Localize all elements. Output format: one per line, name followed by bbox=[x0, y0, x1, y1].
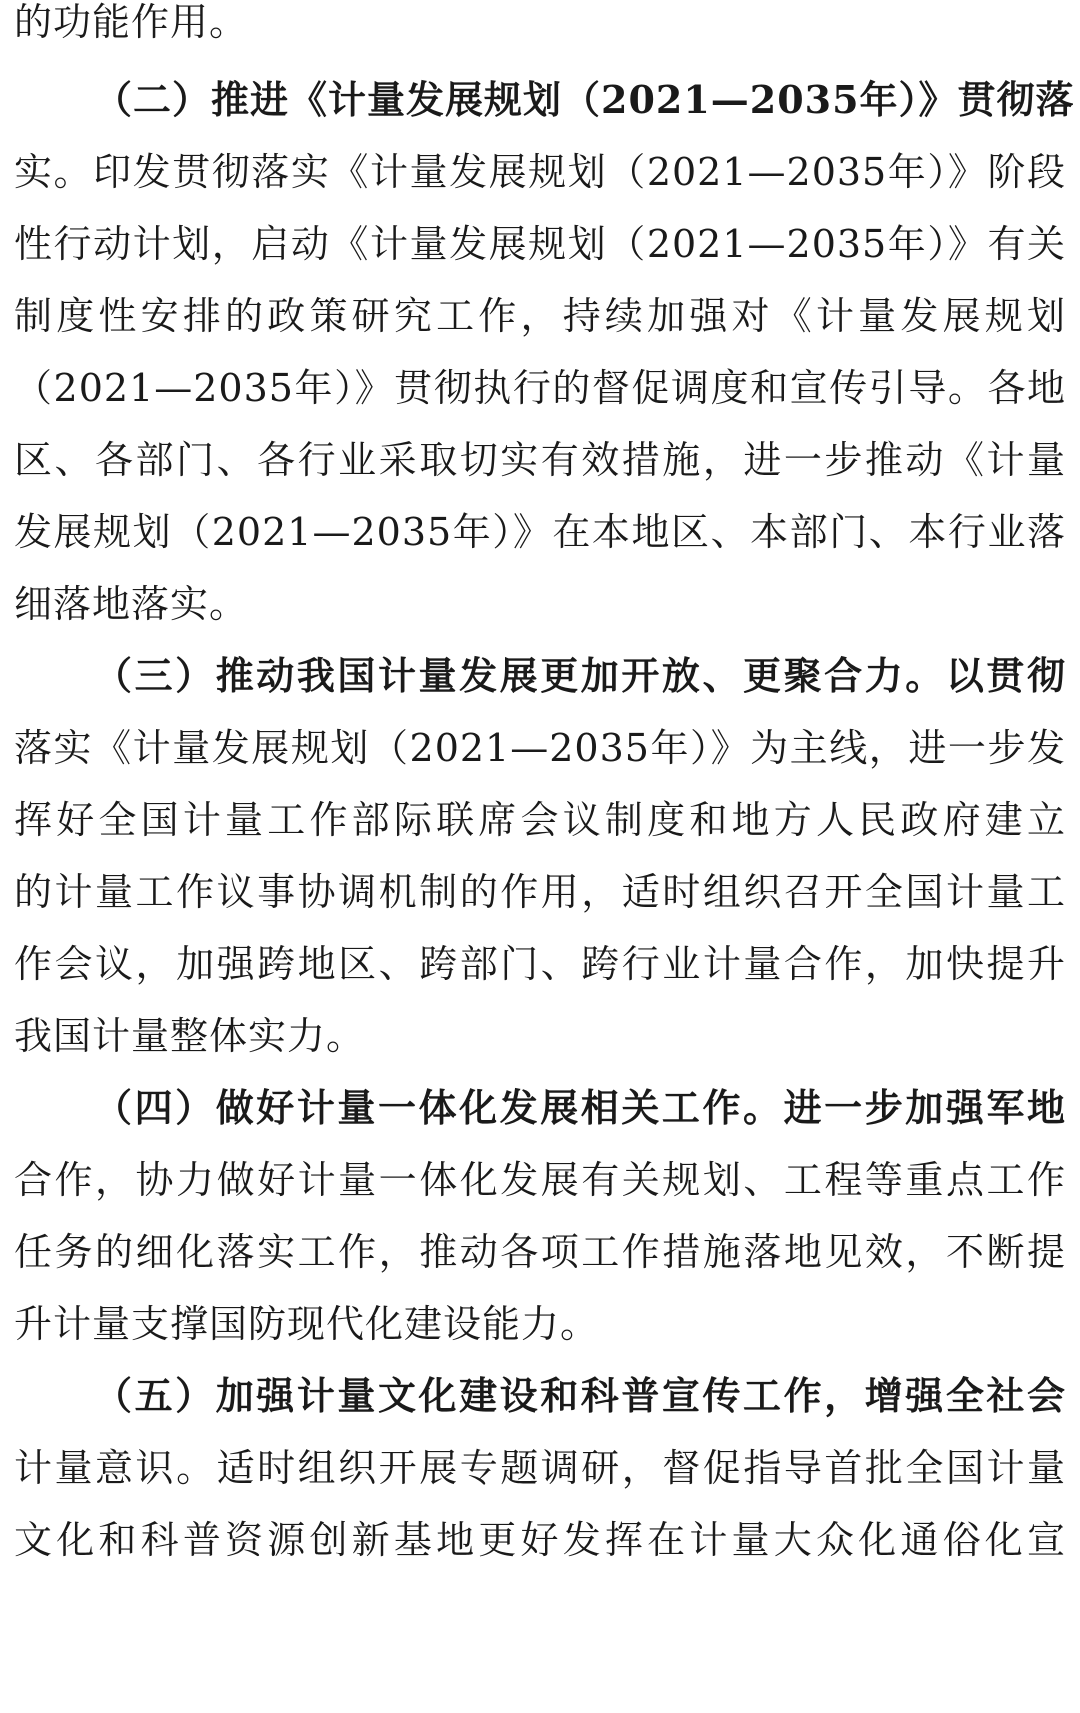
section-heading-line: （三）推动我国计量发展更加开放、更聚合力。以贯彻 bbox=[94, 653, 1066, 698]
paragraph-line: 制度性安排的政策研究工作，持续加强对《计量发展规划 bbox=[14, 294, 1066, 338]
paragraph-line: 性行动计划，启动《计量发展规划（2021—2035年）》有关 bbox=[14, 222, 1066, 266]
paragraph-line: 区、各部门、各行业采取切实有效措施，进一步推动《计量 bbox=[14, 438, 1066, 482]
paragraph-line: 文化和科普资源创新基地更好发挥在计量大众化通俗化宣 bbox=[14, 1518, 1066, 1562]
paragraph-line: 合作，协力做好计量一体化发展有关规划、工程等重点工作 bbox=[14, 1158, 1066, 1202]
section-heading-line: （二）推进《计量发展规划（2021—2035年）》贯彻落 bbox=[94, 77, 1075, 122]
paragraph-line: 细落地落实。 bbox=[14, 582, 249, 626]
paragraph-line: 的计量工作议事协调机制的作用，适时组织召开全国计量工 bbox=[14, 870, 1066, 914]
paragraph-line: 任务的细化落实工作，推动各项工作措施落地见效，不断提 bbox=[14, 1230, 1066, 1274]
paragraph-line: 落实《计量发展规划（2021—2035年）》为主线，进一步发 bbox=[14, 726, 1066, 770]
paragraph-line: 升计量支撑国防现代化建设能力。 bbox=[14, 1302, 600, 1346]
paragraph-line: 实。印发贯彻落实《计量发展规划（2021—2035年）》阶段 bbox=[14, 150, 1066, 194]
section-heading-line: （五）加强计量文化建设和科普宣传工作，增强全社会 bbox=[94, 1373, 1066, 1418]
paragraph-line: 挥好全国计量工作部际联席会议制度和地方人民政府建立 bbox=[14, 798, 1066, 842]
paragraph-line: 计量意识。适时组织开展专题调研，督促指导首批全国计量 bbox=[14, 1446, 1066, 1490]
section-heading-line: （四）做好计量一体化发展相关工作。进一步加强军地 bbox=[94, 1085, 1066, 1130]
paragraph-line: （2021—2035年）》贯彻执行的督促调度和宣传引导。各地 bbox=[14, 366, 1066, 410]
paragraph-line: 的功能作用。 bbox=[14, 0, 249, 44]
paragraph-line: 发展规划（2021—2035年）》在本地区、本部门、本行业落 bbox=[14, 510, 1066, 554]
paragraph-line: 作会议，加强跨地区、跨部门、跨行业计量合作，加快提升 bbox=[14, 942, 1066, 986]
paragraph-line: 我国计量整体实力。 bbox=[14, 1014, 366, 1058]
